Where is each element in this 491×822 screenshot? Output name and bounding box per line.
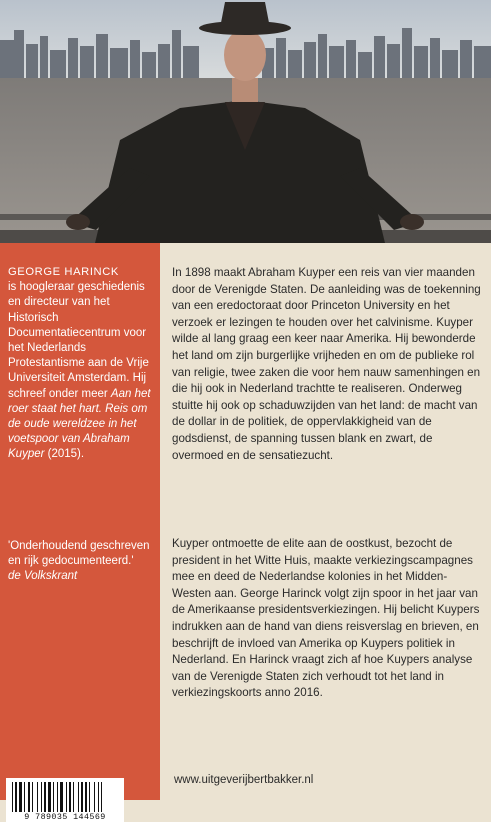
back-cover-text <box>160 243 491 800</box>
quote-text: 'Onderhoudend geschreven en rijk gedocumenteerd.' <box>8 540 150 568</box>
isbn-barcode <box>6 778 124 822</box>
blurb-paragraph-1: In 1898 maakt Abraham Kuyper een reis van vier maanden door de Verenigde Staten. De aanleiding was de toekenning van een eredoctoraat door Princeton University en het verzoek er lezingen te houden over het calvinisme. Kuyper wilde al lang graag een keer naar Amerika. Hij bewonderde het land om zijn burgerlijke vrijheden en om de publieke rol van religie, twee zaken die voor hem nauw samenhingen en die hij ook in Nederland trachtte te realiseren. Onderweg stuitte hij ook op schaduwzijden van het land: de macht van de dollar in de politiek, de oppervlakkigheid van de godsdienst, de spanning tussen blank en zwart, de overmoed en de sensatiezucht. <box>172 266 481 462</box>
previous-book-year: (2015). <box>44 448 85 461</box>
author-bio-text: is hoogleraar geschiedenis en directeur van het Historisch Documentatiecentrum voor het Nederlands Protestantisme aan de Vrije Universiteit Amsterdam. <box>8 281 149 385</box>
author-sidebar <box>0 243 160 822</box>
author-name: GEORGE HARINCK <box>8 266 119 278</box>
also-wrote-text: Hij schreef onder meer <box>8 372 147 400</box>
cover-photo <box>0 0 491 243</box>
isbn-number: 9 789035 144569 <box>8 812 122 822</box>
quote-source: de Volkskrant <box>8 570 78 583</box>
blurb-paragraph-2: Kuyper ontmoette de elite aan de oostkust, bezocht de president in het Witte Huis, maakte verkiezingscampagnes mee en deed de Nederlandse kolonies in het Midden-Westen aan. George Harinck volgt zijn spoor in het jaar van de Amerikaanse presidentsverkiezingen. Hij belicht Kuypers indrukken aan de hand van diens reisverslag en brieven, en beschrijft de invloed van Amerika op Kuypers politiek in Nederland. En Harinck vraagt zich af hoe Kuypers analyse van de Verenigde Staten zich verhoudt tot het land in verkiezingskoorts anno 2016. <box>172 537 480 700</box>
review-quote <box>8 539 156 585</box>
previous-book-title: Aan het roer staat het hart. Reis om de oude wereldzee in het voetspoor van Abraham Kuyper <box>8 387 151 461</box>
publisher-website: www.uitgeverijbertbakker.nl <box>174 774 314 786</box>
author-bio <box>8 265 156 463</box>
